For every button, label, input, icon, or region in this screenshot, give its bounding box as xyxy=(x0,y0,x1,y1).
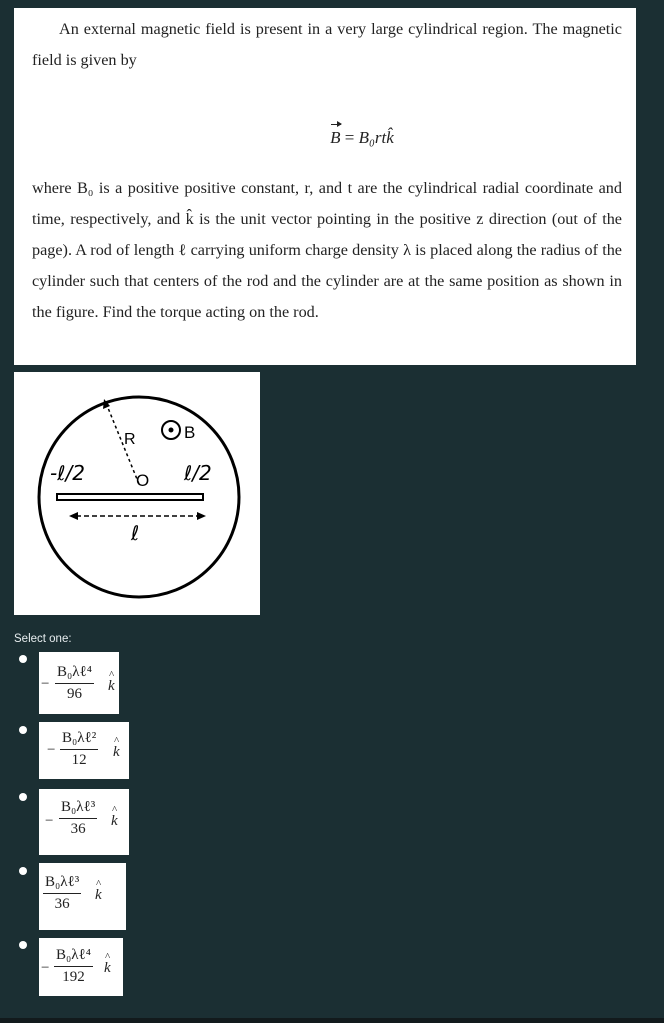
option-2-fraction xyxy=(60,730,98,769)
radio-option-2[interactable] xyxy=(19,726,27,734)
option-3-formula[interactable] xyxy=(39,789,129,855)
length-arrow-right xyxy=(197,512,206,520)
option-1-formula[interactable] xyxy=(39,652,119,714)
option-3-fraction xyxy=(59,799,97,838)
length-arrow-left xyxy=(69,512,78,520)
rod-length-label: ℓ xyxy=(131,521,140,545)
center-label: O xyxy=(136,471,150,490)
select-one-label: Select one: xyxy=(14,633,72,645)
left-end-label: -ℓ/2 xyxy=(50,461,85,485)
option-1-unit-vector: ^ k xyxy=(108,678,115,695)
option-4-numerator: B₀λℓ³ xyxy=(43,874,81,894)
option-2-unit-vector: ^ k xyxy=(113,744,120,761)
question-panel xyxy=(14,8,636,365)
equation-rhs: B₀rtk̂ xyxy=(358,128,394,147)
bottom-bar xyxy=(0,1018,664,1023)
option-3-denominator: 36 xyxy=(70,821,86,837)
option-5-numerator: B₀λℓ⁴ xyxy=(54,947,93,967)
radio-option-5[interactable] xyxy=(19,941,27,949)
option-5-denominator: 192 xyxy=(62,969,85,985)
right-end-label: ℓ/2 xyxy=(184,461,212,485)
option-4-unit-vector: ^ k xyxy=(95,887,102,904)
question-body: where B₀ is a positive positive constant, r, and t are the cylindrical radial coordinate and time, respectively, and k̂ is the unit vector pointing in the positive z direction (out of the page). A rod of length ℓ carrying uniform charge density λ is placed along the radius of the cylinder such that centers of the rod and the cylinder are at the same position as shown in the figure. Find the torque acting on the rod. xyxy=(32,179,622,321)
option-2-minus: − xyxy=(47,742,56,758)
problem-figure xyxy=(14,372,260,615)
radio-option-4[interactable] xyxy=(19,867,27,875)
option-1-minus: − xyxy=(41,676,50,692)
option-2-numerator: B₀λℓ² xyxy=(60,730,98,750)
option-5-fraction xyxy=(54,947,93,986)
option-2-formula[interactable] xyxy=(39,722,129,779)
question-intro: An external magnetic field is present in a very large cylindrical region. The magnetic field is given by xyxy=(32,20,622,69)
option-2-denominator: 12 xyxy=(71,752,87,768)
option-1-fraction xyxy=(55,664,94,703)
cylinder-diagram xyxy=(14,372,260,615)
option-1-numerator: B₀λℓ⁴ xyxy=(55,664,94,684)
equation-equals: = xyxy=(340,128,359,147)
option-1-denominator: 96 xyxy=(66,686,82,702)
radio-option-1[interactable] xyxy=(19,655,27,663)
option-3-numerator: B₀λℓ³ xyxy=(59,799,97,819)
option-5-minus: − xyxy=(41,960,50,976)
radius-label: R xyxy=(124,431,136,448)
radio-option-3[interactable] xyxy=(19,793,27,801)
field-equation xyxy=(102,127,622,149)
option-5-unit-vector: ^ k xyxy=(104,960,111,977)
field-label: B xyxy=(184,423,196,442)
option-3-minus: − xyxy=(45,813,54,829)
option-3-unit-vector: ^ k xyxy=(111,813,118,830)
option-4-denominator: 36 xyxy=(54,896,70,912)
option-4-formula[interactable] xyxy=(39,863,126,930)
out-of-page-dot xyxy=(169,428,174,433)
option-5-formula[interactable] xyxy=(39,938,123,996)
equation-lhs: B xyxy=(330,128,341,147)
option-4-fraction xyxy=(43,874,81,913)
charged-rod xyxy=(57,494,203,500)
